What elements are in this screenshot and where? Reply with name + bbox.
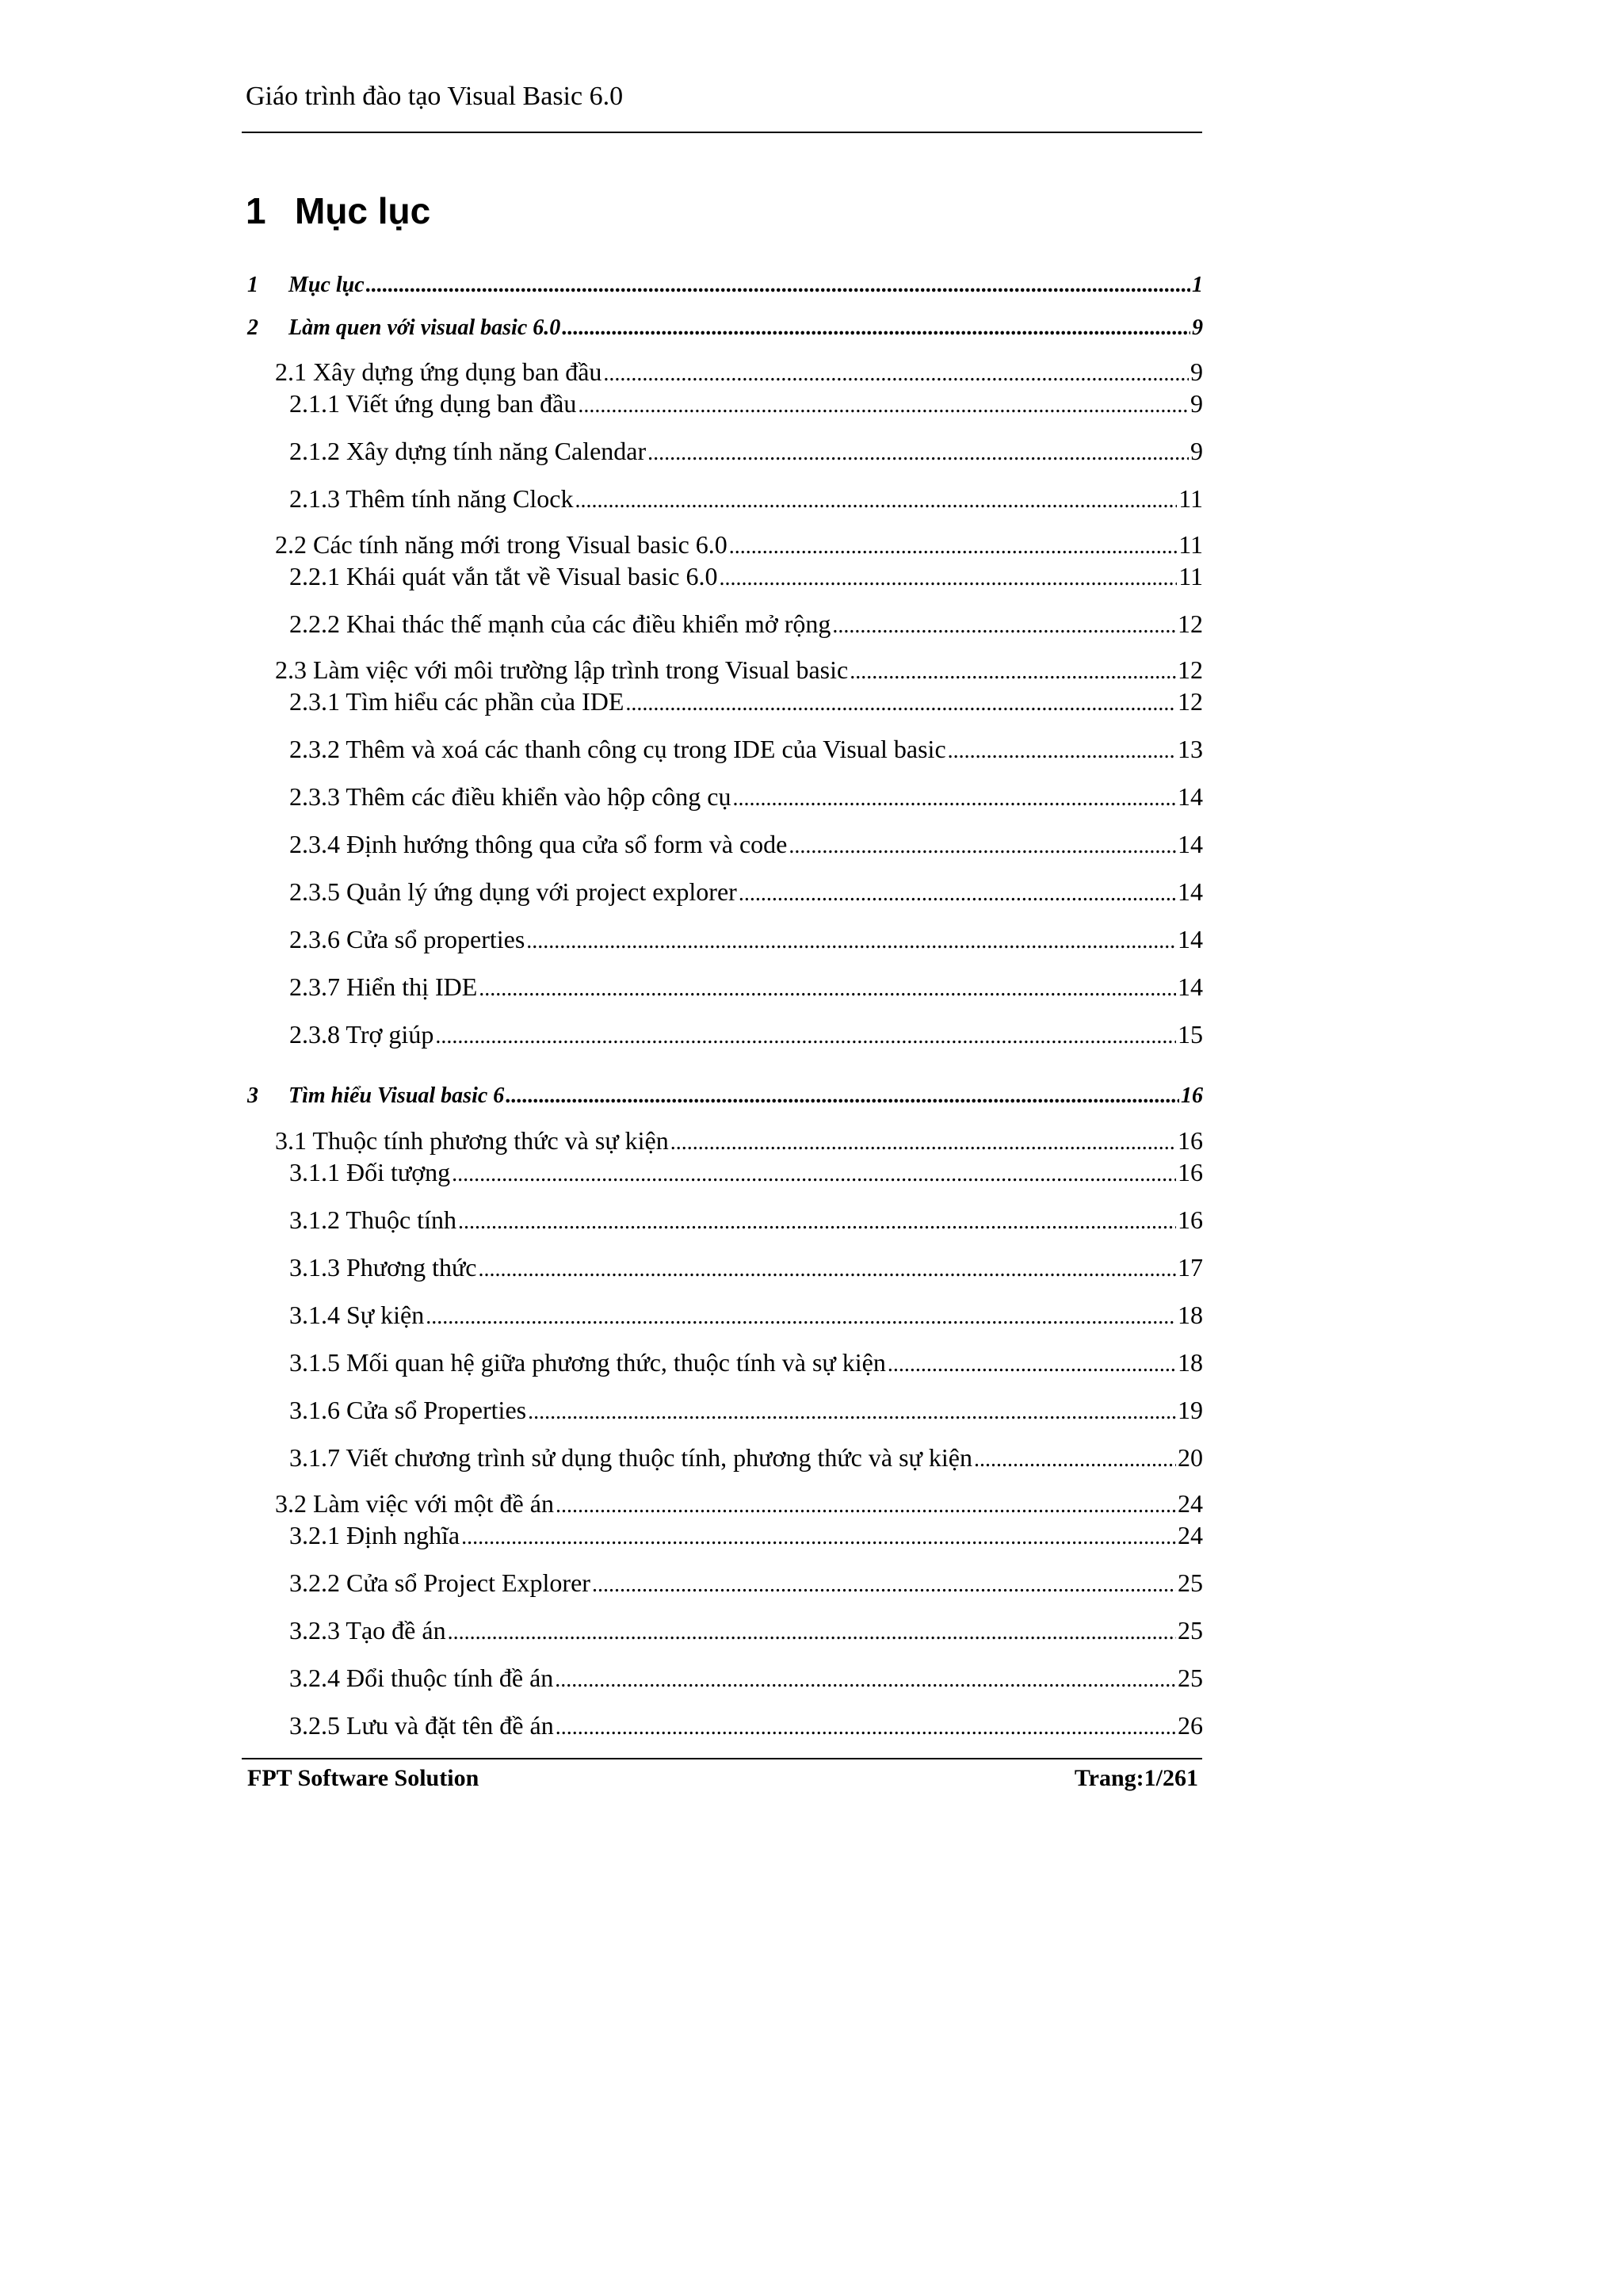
toc-entry-page: 9 bbox=[1190, 437, 1203, 465]
dot-leader bbox=[732, 781, 1176, 815]
toc-entry[interactable] bbox=[289, 1018, 1203, 1052]
dot-leader bbox=[592, 1567, 1176, 1601]
toc-entry-label: 2.3.2 Thêm và xoá các thanh công cụ trong IDE của Visual basic bbox=[289, 735, 946, 763]
toc-entry-page: 9 bbox=[1190, 389, 1203, 418]
toc-entry-label: 3.2.3 Tạo đề án bbox=[289, 1616, 446, 1645]
toc-entry[interactable] bbox=[289, 876, 1203, 910]
dot-leader bbox=[479, 971, 1176, 1005]
toc-entry-label: 3.1.1 Đối tượng bbox=[289, 1158, 451, 1186]
toc-entry[interactable] bbox=[289, 388, 1203, 422]
toc-heading bbox=[246, 187, 430, 235]
dot-leader bbox=[479, 1251, 1177, 1286]
toc-entry-number: 2 bbox=[247, 315, 258, 340]
toc-entry-page: 20 bbox=[1178, 1443, 1203, 1472]
dot-leader bbox=[555, 1662, 1176, 1696]
dot-leader bbox=[789, 828, 1176, 862]
toc-entry-label: 3.1.2 Thuộc tính bbox=[289, 1205, 456, 1234]
toc-entry-page: 1 bbox=[1192, 273, 1203, 297]
dot-leader bbox=[832, 608, 1176, 642]
toc-entry[interactable] bbox=[289, 1204, 1203, 1238]
toc-entry[interactable] bbox=[275, 1125, 1203, 1159]
toc-entry-page: 16 bbox=[1178, 1126, 1203, 1155]
toc-entry-label: 3.1.4 Sự kiện bbox=[289, 1301, 425, 1329]
toc-entry[interactable] bbox=[289, 971, 1203, 1005]
toc-entry[interactable] bbox=[289, 828, 1203, 862]
toc-entry-label: 2.2.1 Khái quát vắn tắt về Visual basic 6.0 bbox=[289, 562, 718, 590]
footer-page-number: Trang:1/261 bbox=[1074, 1765, 1198, 1791]
toc-entry-label: Tìm hiểu Visual basic 6 bbox=[288, 1083, 505, 1108]
dot-leader bbox=[888, 1347, 1176, 1381]
toc-entry-label: 3.2.5 Lưu và đặt tên đề án bbox=[289, 1711, 554, 1740]
toc-entry-label: 2.3.6 Cửa sổ properties bbox=[289, 925, 525, 953]
toc-entry-page: 14 bbox=[1178, 782, 1203, 811]
toc-entry-label: 2.2 Các tính năng mới trong Visual basic 6.0 bbox=[275, 530, 727, 559]
toc-entry-label: 2.3.5 Quản lý ứng dụng với project explorer bbox=[289, 877, 737, 906]
dot-leader bbox=[435, 1018, 1176, 1052]
dot-leader bbox=[528, 1394, 1176, 1428]
toc-entry-page: 18 bbox=[1178, 1301, 1203, 1329]
toc-entry-label: 3.1.6 Cửa sổ Properties bbox=[289, 1396, 527, 1424]
toc-entry[interactable] bbox=[289, 1394, 1203, 1428]
toc-entry-label: 3.2.2 Cửa sổ Project Explorer bbox=[289, 1568, 590, 1597]
toc-entry[interactable] bbox=[289, 483, 1203, 517]
dot-leader bbox=[556, 1488, 1176, 1522]
dot-leader bbox=[562, 314, 1190, 342]
dot-leader bbox=[506, 1082, 1179, 1110]
dot-leader bbox=[719, 560, 1177, 594]
dot-leader bbox=[448, 1614, 1176, 1648]
toc-entry[interactable] bbox=[289, 1519, 1203, 1553]
toc-entry[interactable] bbox=[289, 923, 1203, 957]
toc-entry-page: 24 bbox=[1178, 1521, 1203, 1549]
toc-entry[interactable] bbox=[275, 1488, 1203, 1522]
toc-entry-page: 12 bbox=[1178, 609, 1203, 638]
toc-entry-label: 2.1.1 Viết ứng dụng ban đầu bbox=[289, 389, 577, 418]
dot-leader bbox=[647, 435, 1189, 469]
toc-entry-page: 14 bbox=[1178, 877, 1203, 906]
toc-entry[interactable] bbox=[247, 1082, 1203, 1110]
toc-entry-page: 11 bbox=[1178, 484, 1203, 513]
toc-entry-label: 3.1.7 Viết chương trình sử dụng thuộc tính, phương thức và sự kiện bbox=[289, 1443, 972, 1472]
toc-entry[interactable] bbox=[289, 1662, 1203, 1696]
toc-entry-label: 3.2.4 Đổi thuộc tính đề án bbox=[289, 1664, 554, 1692]
toc-entry-label: 2.3.1 Tìm hiểu các phần của IDE bbox=[289, 687, 624, 716]
toc-entry-label: 3.1.5 Mối quan hệ giữa phương thức, thuộc tính và sự kiện bbox=[289, 1348, 886, 1377]
toc-entry-label: 3.2.1 Định nghĩa bbox=[289, 1521, 460, 1549]
toc-entry-page: 14 bbox=[1178, 972, 1203, 1001]
dot-leader bbox=[458, 1204, 1176, 1238]
toc-entry[interactable] bbox=[247, 314, 1203, 342]
toc-entry[interactable] bbox=[289, 781, 1203, 815]
toc-entry-label: Làm quen với visual basic 6.0 bbox=[288, 315, 561, 340]
toc-heading-number: 1 bbox=[246, 190, 266, 231]
dot-leader bbox=[948, 733, 1176, 767]
toc-entry[interactable] bbox=[289, 1156, 1203, 1190]
toc-entry-page: 13 bbox=[1178, 735, 1203, 763]
toc-entry[interactable] bbox=[289, 1347, 1203, 1381]
running-header: Giáo trình đào tạo Visual Basic 6.0 bbox=[246, 82, 624, 111]
toc-entry-page: 14 bbox=[1178, 830, 1203, 858]
dot-leader bbox=[426, 1299, 1176, 1333]
toc-entry[interactable] bbox=[289, 1614, 1203, 1648]
toc-entry-label: 2.2.2 Khai thác thế mạnh của các điều khiển mở rộng bbox=[289, 609, 831, 638]
toc-entry-page: 18 bbox=[1178, 1348, 1203, 1377]
dot-leader bbox=[850, 654, 1176, 688]
toc-entry[interactable] bbox=[289, 1251, 1203, 1286]
dot-leader bbox=[556, 1710, 1176, 1744]
dot-leader bbox=[603, 356, 1189, 390]
toc-entry-page: 14 bbox=[1178, 925, 1203, 953]
toc-entry-label: 3.1.3 Phương thức bbox=[289, 1253, 477, 1282]
toc-entry-page: 25 bbox=[1178, 1664, 1203, 1692]
toc-entry-page: 11 bbox=[1178, 562, 1203, 590]
toc-entry-label: 2.3 Làm việc với môi trường lập trình trong Visual basic bbox=[275, 655, 849, 684]
toc-entry-page: 26 bbox=[1178, 1711, 1203, 1740]
toc-entry-number: 3 bbox=[247, 1083, 258, 1108]
toc-entry-page: 25 bbox=[1178, 1568, 1203, 1597]
header-rule bbox=[242, 132, 1202, 133]
toc-entry-page: 16 bbox=[1178, 1158, 1203, 1186]
toc-entry[interactable] bbox=[275, 356, 1203, 390]
toc-entry-label: 2.1.3 Thêm tính năng Clock bbox=[289, 484, 574, 513]
dot-leader bbox=[974, 1442, 1176, 1476]
toc-entry-label: 3.1 Thuộc tính phương thức và sự kiện bbox=[275, 1126, 669, 1155]
dot-leader bbox=[625, 686, 1176, 720]
dot-leader bbox=[578, 388, 1189, 422]
toc-entry-page: 17 bbox=[1178, 1253, 1203, 1282]
dot-leader bbox=[461, 1519, 1176, 1553]
toc-entry-page: 12 bbox=[1178, 687, 1203, 716]
dot-leader bbox=[526, 923, 1176, 957]
toc-entry-label: 2.3.8 Trợ giúp bbox=[289, 1020, 434, 1049]
dot-leader bbox=[670, 1125, 1176, 1159]
toc-entry-label: 2.3.3 Thêm các điều khiển vào hộp công cụ bbox=[289, 782, 731, 811]
toc-heading-title: Mục lục bbox=[295, 190, 431, 231]
toc-entry-page: 19 bbox=[1178, 1396, 1203, 1424]
toc-entry-page: 9 bbox=[1192, 315, 1203, 340]
toc-entry[interactable] bbox=[289, 733, 1203, 767]
toc-entry-page: 11 bbox=[1178, 530, 1203, 559]
toc-entry-label: 3.2 Làm việc với một đề án bbox=[275, 1489, 554, 1518]
toc-entry[interactable] bbox=[289, 608, 1203, 642]
toc-entry[interactable] bbox=[247, 271, 1203, 300]
footer-rule bbox=[242, 1758, 1202, 1759]
toc-entry-label: 2.1.2 Xây dựng tính năng Calendar bbox=[289, 437, 647, 465]
toc-entry-page: 15 bbox=[1178, 1020, 1203, 1049]
toc-entry-page: 24 bbox=[1178, 1489, 1203, 1518]
toc-entry-label: Mục lục bbox=[288, 273, 365, 297]
toc-entry[interactable] bbox=[289, 686, 1203, 720]
toc-entry[interactable] bbox=[275, 654, 1203, 688]
toc-entry-page: 12 bbox=[1178, 655, 1203, 684]
dot-leader bbox=[739, 876, 1176, 910]
toc-entry[interactable] bbox=[289, 1710, 1203, 1744]
footer-company: FPT Software Solution bbox=[247, 1765, 479, 1791]
toc-entry-number: 1 bbox=[247, 273, 258, 297]
toc-entry-label: 2.3.7 Hiển thị IDE bbox=[289, 972, 478, 1001]
toc-entry[interactable] bbox=[289, 435, 1203, 469]
toc-entry-label: 2.3.4 Định hướng thông qua cửa sổ form và code bbox=[289, 830, 788, 858]
toc-entry-page: 16 bbox=[1178, 1205, 1203, 1234]
toc-entry[interactable] bbox=[289, 1442, 1203, 1476]
toc-entry-page: 16 bbox=[1181, 1083, 1203, 1108]
toc-entry-page: 25 bbox=[1178, 1616, 1203, 1645]
dot-leader bbox=[452, 1156, 1176, 1190]
toc-entry[interactable] bbox=[289, 1567, 1203, 1601]
dot-leader bbox=[366, 271, 1190, 300]
toc-entry[interactable] bbox=[289, 560, 1203, 594]
dot-leader bbox=[729, 529, 1177, 563]
dot-leader bbox=[575, 483, 1177, 517]
toc-entry[interactable] bbox=[275, 529, 1203, 563]
toc-entry-page: 9 bbox=[1190, 357, 1203, 386]
toc-entry[interactable] bbox=[289, 1299, 1203, 1333]
toc-entry-label: 2.1 Xây dựng ứng dụng ban đầu bbox=[275, 357, 602, 386]
